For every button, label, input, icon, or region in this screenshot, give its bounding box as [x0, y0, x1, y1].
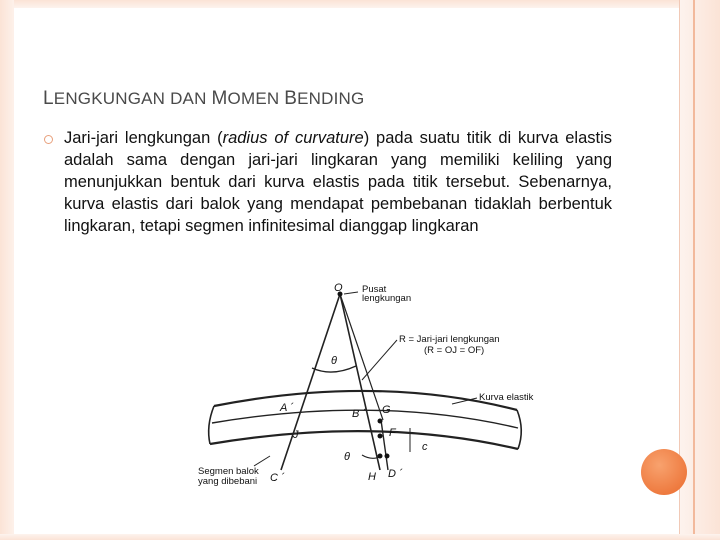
bullet-icon: [44, 135, 53, 144]
pusat-arrow: [344, 292, 358, 294]
curvature-diagram: [192, 280, 552, 490]
point-h-dot: [378, 454, 383, 459]
radius-line-left: [281, 294, 340, 470]
point-d-dot: [385, 454, 390, 459]
beam-right-end: [517, 410, 521, 449]
body-paragraph: Jari-jari lengkungan (radius of curvature) pada suatu titik di kurva elastis adalah sama dengan jari-jari lingkaran yang memiliki keliling yang menunjukkan bentuk dari kurva elastis pada titik tersebut. Sebenarnya, kurva elastis dari balok yang mendapat pembebanan tidaklah berbentuk lingkaran, tetapi segmen infinitesimal dianggap lingkaran: [64, 129, 613, 235]
label-segmen-1: Segmen balok: [198, 466, 259, 477]
segmen-arrow: [254, 456, 270, 466]
point-g-dot: [378, 419, 383, 424]
label-h: H: [368, 471, 376, 483]
label-a: A ´: [280, 402, 294, 414]
beam-bottom-edge: [210, 431, 518, 449]
label-pusat-1: Pusat: [362, 284, 387, 295]
label-b: B ´: [352, 408, 367, 420]
slide-frame-top: [0, 0, 720, 8]
radius-line-middle: [340, 294, 380, 470]
label-o: O: [334, 282, 343, 294]
label-j: J: [293, 429, 299, 441]
label-r-1: R = Jari-jari lengkungan: [399, 334, 500, 345]
slide-title: LENGKUNGAN DAN MOMEN BENDING: [43, 88, 365, 109]
label-f: F: [389, 427, 396, 439]
label-pusat-2: lengkungan: [362, 293, 412, 304]
accent-circle: [641, 449, 687, 495]
label-r-2: (R = OJ = OF): [424, 345, 485, 356]
slide-frame-right: [679, 0, 720, 540]
label-c-prime: C ´: [270, 472, 285, 484]
beam-left-end: [209, 406, 214, 444]
label-theta-top: θ: [331, 355, 337, 367]
label-g: G: [382, 404, 391, 416]
slide-frame-left: [0, 0, 14, 540]
label-theta-bottom: θ: [344, 451, 350, 463]
label-c: c: [422, 441, 428, 453]
label-kurva: Kurva elastik: [479, 392, 534, 403]
slide-frame-bottom: [0, 534, 720, 540]
section-line-d: [381, 420, 388, 470]
radius-line-right: [340, 294, 383, 420]
point-f-dot: [378, 434, 383, 439]
label-d-prime: D ´: [388, 468, 403, 480]
label-segmen-2: yang dibebani: [198, 476, 258, 487]
radius-arrow: [362, 340, 397, 380]
slide-frame-line: [693, 0, 695, 540]
